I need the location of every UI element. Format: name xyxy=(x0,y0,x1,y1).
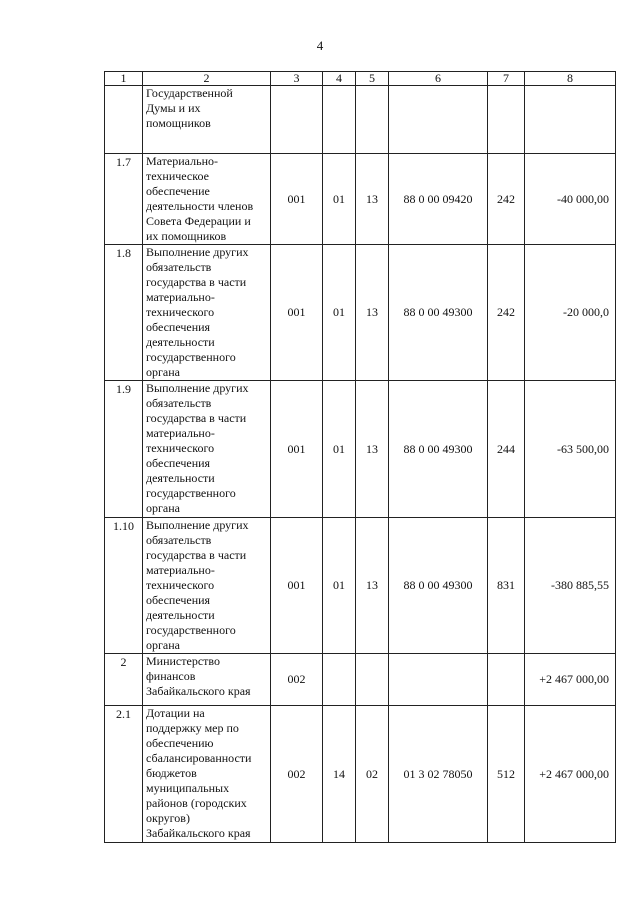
cell-subsection xyxy=(356,654,389,706)
cell-section: 01 xyxy=(323,518,356,654)
cell-code: 001 xyxy=(271,245,323,381)
cell-section: 01 xyxy=(323,245,356,381)
row-name: Выполнение других обязательств государства в части материально- технического обеспечения деятельности государственного органа xyxy=(143,245,271,381)
cell-code: 002 xyxy=(271,706,323,843)
cell-expense-type xyxy=(488,654,525,706)
column-header: 8 xyxy=(525,72,616,86)
row-name: Дотации на поддержку мер по обеспечению сбалансированности бюджетов муниципальных районов (городских округов) Забайкальского края xyxy=(143,706,271,843)
table-row xyxy=(105,518,616,654)
cell-target-article xyxy=(389,654,488,706)
column-header: 4 xyxy=(323,72,356,86)
row-number: 1.10 xyxy=(105,518,143,654)
row-name: Выполнение других обязательств государства в части материально- технического обеспечения деятельности государственного органа xyxy=(143,381,271,518)
cell-code: 001 xyxy=(271,518,323,654)
cell-amount: +2 467 000,00 xyxy=(525,654,616,706)
table-row xyxy=(105,154,616,245)
cell-amount xyxy=(525,86,616,154)
cell-expense-type: 244 xyxy=(488,381,525,518)
cell-section: 01 xyxy=(323,381,356,518)
row-number xyxy=(105,86,143,154)
footnote-divider xyxy=(303,842,418,843)
cell-target-article: 88 0 00 49300 xyxy=(389,518,488,654)
cell-code xyxy=(271,86,323,154)
column-header: 2 xyxy=(143,72,271,86)
row-name: Материально- техническое обеспечение деятельности членов Совета Федерации и их помощников xyxy=(143,154,271,245)
cell-section: 14 xyxy=(323,706,356,843)
cell-expense-type xyxy=(488,86,525,154)
cell-target-article: 88 0 00 49300 xyxy=(389,245,488,381)
cell-target-article: 88 0 00 09420 xyxy=(389,154,488,245)
cell-expense-type: 242 xyxy=(488,245,525,381)
column-header: 7 xyxy=(488,72,525,86)
cell-subsection: 13 xyxy=(356,154,389,245)
cell-code: 002 xyxy=(271,654,323,706)
cell-subsection: 13 xyxy=(356,381,389,518)
cell-target-article: 88 0 00 49300 xyxy=(389,381,488,518)
cell-amount: -40 000,00 xyxy=(525,154,616,245)
cell-subsection: 02 xyxy=(356,706,389,843)
cell-subsection xyxy=(356,86,389,154)
cell-expense-type: 512 xyxy=(488,706,525,843)
cell-amount: -63 500,00 xyxy=(525,381,616,518)
cell-subsection: 13 xyxy=(356,245,389,381)
cell-expense-type: 242 xyxy=(488,154,525,245)
cell-expense-type: 831 xyxy=(488,518,525,654)
cell-subsection: 13 xyxy=(356,518,389,654)
cell-amount: -380 885,55 xyxy=(525,518,616,654)
row-number: 2.1 xyxy=(105,706,143,843)
cell-section xyxy=(323,654,356,706)
cell-section xyxy=(323,86,356,154)
column-header: 1 xyxy=(105,72,143,86)
table-row xyxy=(105,706,616,843)
table-row xyxy=(105,245,616,381)
cell-target-article xyxy=(389,86,488,154)
row-name: Министерство финансов Забайкальского края xyxy=(143,654,271,706)
cell-amount: +2 467 000,00 xyxy=(525,706,616,843)
cell-section: 01 xyxy=(323,154,356,245)
row-number: 1.9 xyxy=(105,381,143,518)
cell-code: 001 xyxy=(271,154,323,245)
row-number: 1.7 xyxy=(105,154,143,245)
row-name: Выполнение других обязательств государства в части материально- технического обеспечения деятельности государственного органа xyxy=(143,518,271,654)
cell-code: 001 xyxy=(271,381,323,518)
row-number: 2 xyxy=(105,654,143,706)
row-number: 1.8 xyxy=(105,245,143,381)
column-header: 6 xyxy=(389,72,488,86)
table-row xyxy=(105,654,616,706)
budget-table xyxy=(104,71,616,843)
cell-amount: -20 000,0 xyxy=(525,245,616,381)
table-header-row xyxy=(105,72,616,86)
column-header: 3 xyxy=(271,72,323,86)
cell-target-article: 01 3 02 78050 xyxy=(389,706,488,843)
table-row xyxy=(105,86,616,154)
row-name: Государственной Думы и их помощников xyxy=(143,86,271,154)
column-header: 5 xyxy=(356,72,389,86)
table-row xyxy=(105,381,616,518)
page-number: 4 xyxy=(316,38,324,53)
